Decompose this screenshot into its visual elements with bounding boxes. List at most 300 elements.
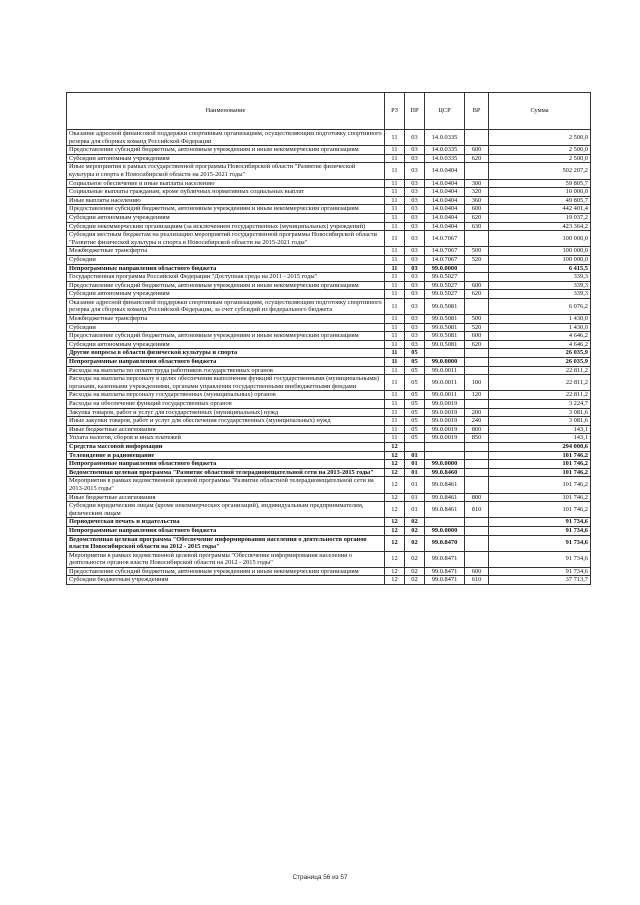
table-row xyxy=(67,535,591,551)
cell-csr: 99.0.5081 xyxy=(425,323,465,332)
table-row xyxy=(67,196,591,205)
cell-rz: 11 xyxy=(385,340,405,349)
cell-name: Социальные выплаты гражданам, кроме публичных нормативных социальных выплат xyxy=(67,188,385,197)
cell-rz: 11 xyxy=(385,255,405,264)
cell-csr: 99.0.0019 xyxy=(425,408,465,417)
cell-name: Расходы на выплаты персоналу в целях обеспечения выполнения функций государственными (муниципальными) органами, казенными учреждениями, органами управления государственными внебюджетными фондами xyxy=(67,375,385,391)
cell-name: Иные мероприятия в рамках государственной программы Новосибирской области "Развитие физической культуры и спорта в Новосибирской области на 2015-2021 годы" xyxy=(67,163,385,179)
cell-sum: 37 713,7 xyxy=(489,576,591,585)
cell-sum: 101 746,2 xyxy=(489,493,591,502)
cell-csr xyxy=(425,451,465,460)
cell-sum: 3 081,6 xyxy=(489,417,591,426)
table-row xyxy=(67,315,591,324)
cell-vr xyxy=(465,460,489,469)
cell-pr: 01 xyxy=(405,460,425,469)
cell-rz: 11 xyxy=(385,273,405,282)
cell-pr: 03 xyxy=(405,281,425,290)
table-row xyxy=(67,502,591,518)
cell-csr: 99.0.5027 xyxy=(425,281,465,290)
cell-vr xyxy=(465,477,489,493)
cell-pr: 03 xyxy=(405,340,425,349)
cell-rz: 11 xyxy=(385,315,405,324)
cell-vr: 620 xyxy=(465,213,489,222)
table-body xyxy=(67,130,591,585)
cell-pr: 03 xyxy=(405,146,425,155)
cell-rz: 11 xyxy=(385,130,405,146)
cell-rz: 11 xyxy=(385,323,405,332)
cell-pr: 05 xyxy=(405,425,425,434)
cell-name: Уплата налогов, сборов и иных платежей xyxy=(67,434,385,443)
cell-sum: 6 076,2 xyxy=(489,298,591,314)
cell-sum: 100 000,0 xyxy=(489,255,591,264)
cell-csr xyxy=(425,349,465,358)
table-header xyxy=(67,93,591,130)
cell-sum: 4 646,2 xyxy=(489,340,591,349)
cell-name: Субсидии юридическим лицам (кроме некоммерческих организаций), индивидуальным предпринимателям, физическим лицам xyxy=(67,502,385,518)
cell-vr: 620 xyxy=(465,154,489,163)
cell-sum: 91 734,6 xyxy=(489,551,591,567)
cell-csr: 99.0.0011 xyxy=(425,375,465,391)
cell-rz: 12 xyxy=(385,567,405,576)
cell-name: Оказание адресной финансовой поддержки спортивным организациям, осуществляющим подготовку спортивного резерва для сборных команд Российской Федерации, за счет субсидий из федерального бюджета xyxy=(67,298,385,314)
cell-pr: 05 xyxy=(405,391,425,400)
cell-pr: 03 xyxy=(405,222,425,231)
cell-vr xyxy=(465,130,489,146)
cell-pr: 03 xyxy=(405,323,425,332)
cell-name: Расходы на обеспечение функций государственных органов xyxy=(67,400,385,409)
cell-rz: 11 xyxy=(385,281,405,290)
cell-csr: 14.0.0335 xyxy=(425,146,465,155)
table-row xyxy=(67,434,591,443)
table-row xyxy=(67,290,591,299)
cell-sum: 143,1 xyxy=(489,434,591,443)
cell-name: Непрограммные направления областного бюджета xyxy=(67,460,385,469)
table-row xyxy=(67,213,591,222)
cell-sum: 1 430,0 xyxy=(489,323,591,332)
cell-sum: 26 035,9 xyxy=(489,349,591,358)
table-row xyxy=(67,408,591,417)
cell-name: Субсидии xyxy=(67,323,385,332)
cell-name: Непрограммные направления областного бюджета xyxy=(67,358,385,367)
cell-pr: 02 xyxy=(405,526,425,535)
cell-name: Другие вопросы в области физической культуры и спорта xyxy=(67,349,385,358)
cell-vr: 850 xyxy=(465,434,489,443)
table-row xyxy=(67,146,591,155)
cell-csr: 14.0.7067 xyxy=(425,231,465,247)
cell-vr: 810 xyxy=(465,502,489,518)
cell-sum: 339,3 xyxy=(489,273,591,282)
cell-name: Субсидии некоммерческим организациям (за исключением государственных (муниципальных) учреждений) xyxy=(67,222,385,231)
cell-csr: 99.0.5081 xyxy=(425,340,465,349)
cell-name: Субсидии xyxy=(67,255,385,264)
cell-name: Субсидии автономным учреждениям xyxy=(67,340,385,349)
cell-sum: 22 811,2 xyxy=(489,391,591,400)
cell-name: Иные выплаты населению xyxy=(67,196,385,205)
cell-rz: 11 xyxy=(385,349,405,358)
cell-csr: 99.0.8461 xyxy=(425,477,465,493)
cell-vr: 320 xyxy=(465,188,489,197)
cell-name: Непрограммные направления областного бюджета xyxy=(67,264,385,273)
cell-name: Предоставление субсидий бюджетным, автономным учреждениям и иным некоммерческим организациям xyxy=(67,205,385,214)
cell-name: Мероприятия в рамках ведомственной целевой программы "Обеспечение информирования населения о деятельности органов власти Новосибирской области на 2012 - 2015 годы" xyxy=(67,551,385,567)
cell-pr xyxy=(405,442,425,451)
budget-table xyxy=(66,92,591,585)
cell-pr: 02 xyxy=(405,535,425,551)
cell-csr: 99.0.8470 xyxy=(425,535,465,551)
table-row xyxy=(67,205,591,214)
cell-vr: 100 xyxy=(465,375,489,391)
cell-rz: 11 xyxy=(385,213,405,222)
cell-pr: 03 xyxy=(405,188,425,197)
cell-sum: 22 811,2 xyxy=(489,366,591,375)
cell-pr: 01 xyxy=(405,468,425,477)
cell-rz: 12 xyxy=(385,451,405,460)
cell-name: Закупка товаров, работ и услуг для государственных (муниципальных) нужд xyxy=(67,408,385,417)
cell-sum: 294 000,6 xyxy=(489,442,591,451)
cell-csr: 99.0.5081 xyxy=(425,315,465,324)
cell-name: Субсидии автономным учреждениям xyxy=(67,213,385,222)
cell-rz: 11 xyxy=(385,408,405,417)
page-number: Страница 56 из 57 xyxy=(292,874,348,881)
cell-vr: 800 xyxy=(465,493,489,502)
cell-csr: 14.0.0335 xyxy=(425,154,465,163)
cell-rz: 11 xyxy=(385,400,405,409)
cell-rz: 11 xyxy=(385,196,405,205)
cell-pr: 05 xyxy=(405,358,425,367)
cell-vr: 800 xyxy=(465,425,489,434)
cell-vr xyxy=(465,298,489,314)
cell-vr xyxy=(465,273,489,282)
cell-name: Субсидии автономным учреждениям xyxy=(67,154,385,163)
cell-rz: 11 xyxy=(385,434,405,443)
cell-sum: 91 734,6 xyxy=(489,518,591,527)
cell-pr: 03 xyxy=(405,130,425,146)
table-row xyxy=(67,451,591,460)
cell-sum: 91 734,6 xyxy=(489,526,591,535)
cell-vr: 300 xyxy=(465,179,489,188)
cell-csr: 14.0.7067 xyxy=(425,247,465,256)
cell-name: Телевидение и радиовещание xyxy=(67,451,385,460)
cell-pr: 03 xyxy=(405,213,425,222)
cell-pr: 03 xyxy=(405,264,425,273)
table-row xyxy=(67,477,591,493)
table-row xyxy=(67,358,591,367)
cell-csr: 99.0.0000 xyxy=(425,264,465,273)
cell-rz: 12 xyxy=(385,535,405,551)
table-row xyxy=(67,130,591,146)
cell-rz: 12 xyxy=(385,502,405,518)
cell-sum: 1 430,0 xyxy=(489,315,591,324)
header-csr: ЦСР xyxy=(425,93,465,130)
cell-rz: 11 xyxy=(385,188,405,197)
cell-csr: 99.0.0019 xyxy=(425,417,465,426)
cell-csr: 99.0.0019 xyxy=(425,400,465,409)
cell-name: Периодическая печать и издательства xyxy=(67,518,385,527)
table-row xyxy=(67,400,591,409)
cell-vr xyxy=(465,231,489,247)
cell-name: Государственная программа Российской Федерации "Доступная среда на 2011 - 2015 годы" xyxy=(67,273,385,282)
cell-vr: 600 xyxy=(465,205,489,214)
cell-vr xyxy=(465,163,489,179)
cell-name: Ведомственная целевая программа "Обеспечение информирования населения о деятельности органов власти Новосибирской области на 2012 - 2015 годы" xyxy=(67,535,385,551)
cell-vr: 600 xyxy=(465,567,489,576)
cell-vr xyxy=(465,526,489,535)
cell-name: Мероприятия в рамках ведомственной целевой программы "Развитие областной телерадиовещательной сети на 2013-2015 годы" xyxy=(67,477,385,493)
cell-sum: 100 000,0 xyxy=(489,247,591,256)
cell-vr: 520 xyxy=(465,323,489,332)
cell-sum: 101 746,2 xyxy=(489,451,591,460)
cell-rz: 12 xyxy=(385,477,405,493)
cell-name: Предоставление субсидий бюджетным, автономным учреждениям и иным некоммерческим организациям xyxy=(67,567,385,576)
cell-csr: 99.0.8461 xyxy=(425,493,465,502)
cell-vr: 500 xyxy=(465,247,489,256)
table-row xyxy=(67,442,591,451)
table-row xyxy=(67,493,591,502)
cell-pr: 03 xyxy=(405,154,425,163)
cell-rz: 12 xyxy=(385,468,405,477)
table-row xyxy=(67,576,591,585)
cell-pr: 05 xyxy=(405,375,425,391)
cell-csr: 99.0.8460 xyxy=(425,468,465,477)
cell-csr: 99.0.0019 xyxy=(425,434,465,443)
cell-sum: 91 734,6 xyxy=(489,535,591,551)
cell-sum: 423 364,2 xyxy=(489,222,591,231)
cell-csr: 99.0.8471 xyxy=(425,551,465,567)
cell-pr: 03 xyxy=(405,273,425,282)
cell-csr: 14.0.0404 xyxy=(425,163,465,179)
table-row xyxy=(67,163,591,179)
table-row xyxy=(67,255,591,264)
cell-csr: 14.0.0404 xyxy=(425,222,465,231)
cell-pr: 02 xyxy=(405,576,425,585)
cell-pr: 05 xyxy=(405,408,425,417)
cell-name: Иные бюджетные ассигнования xyxy=(67,425,385,434)
cell-vr xyxy=(465,400,489,409)
cell-csr: 99.0.5027 xyxy=(425,290,465,299)
cell-vr: 600 xyxy=(465,332,489,341)
cell-sum: 339,3 xyxy=(489,281,591,290)
table-row xyxy=(67,349,591,358)
cell-pr: 03 xyxy=(405,315,425,324)
table-row xyxy=(67,425,591,434)
cell-pr: 03 xyxy=(405,179,425,188)
cell-csr: 14.0.0404 xyxy=(425,196,465,205)
cell-vr xyxy=(465,442,489,451)
cell-rz: 11 xyxy=(385,358,405,367)
cell-rz: 11 xyxy=(385,247,405,256)
cell-vr xyxy=(465,349,489,358)
cell-sum: 143,1 xyxy=(489,425,591,434)
cell-vr: 500 xyxy=(465,315,489,324)
cell-vr xyxy=(465,468,489,477)
cell-vr: 520 xyxy=(465,255,489,264)
cell-rz: 11 xyxy=(385,264,405,273)
table-row xyxy=(67,154,591,163)
cell-vr: 240 xyxy=(465,417,489,426)
cell-csr: 14.0.0404 xyxy=(425,213,465,222)
cell-name: Оказание адресной финансовой поддержки спортивным организациям, осуществляющим подготовку спортивного резерва для сборных команд Российской Федерации xyxy=(67,130,385,146)
table-row xyxy=(67,460,591,469)
table-row xyxy=(67,298,591,314)
cell-rz: 11 xyxy=(385,205,405,214)
cell-rz: 11 xyxy=(385,290,405,299)
cell-name: Субсидии автономным учреждениям xyxy=(67,290,385,299)
cell-pr: 03 xyxy=(405,196,425,205)
cell-pr: 05 xyxy=(405,349,425,358)
cell-sum: 10 000,0 xyxy=(489,188,591,197)
cell-sum: 100 000,0 xyxy=(489,231,591,247)
cell-pr: 05 xyxy=(405,400,425,409)
cell-sum: 3 224,7 xyxy=(489,400,591,409)
table-row xyxy=(67,273,591,282)
cell-name: Социальное обеспечение и иные выплаты населению xyxy=(67,179,385,188)
cell-csr: 14.0.0404 xyxy=(425,205,465,214)
table-row xyxy=(67,391,591,400)
cell-pr: 02 xyxy=(405,518,425,527)
cell-name: Иные бюджетные ассигнования xyxy=(67,493,385,502)
cell-rz: 12 xyxy=(385,460,405,469)
cell-csr: 99.0.5081 xyxy=(425,298,465,314)
table-row xyxy=(67,375,591,391)
cell-sum: 3 081,6 xyxy=(489,408,591,417)
cell-sum: 91 734,6 xyxy=(489,567,591,576)
cell-name: Предоставление субсидий бюджетным, автономным учреждениям и иным некоммерческим организациям xyxy=(67,281,385,290)
cell-sum: 4 646,2 xyxy=(489,332,591,341)
cell-pr: 01 xyxy=(405,502,425,518)
cell-name: Расходы на выплаты персоналу государственных (муниципальных) органов xyxy=(67,391,385,400)
cell-sum: 2 500,0 xyxy=(489,154,591,163)
cell-rz: 11 xyxy=(385,375,405,391)
cell-rz: 11 xyxy=(385,179,405,188)
cell-sum: 2 500,0 xyxy=(489,130,591,146)
header-pr: ПР xyxy=(405,93,425,130)
cell-vr: 600 xyxy=(465,281,489,290)
cell-csr: 99.0.0011 xyxy=(425,391,465,400)
cell-sum: 101 746,2 xyxy=(489,477,591,493)
header-name: Наименование xyxy=(67,93,385,130)
table-row xyxy=(67,188,591,197)
cell-rz: 12 xyxy=(385,493,405,502)
table-row xyxy=(67,468,591,477)
table-row xyxy=(67,247,591,256)
cell-rz: 11 xyxy=(385,391,405,400)
cell-pr: 05 xyxy=(405,417,425,426)
cell-sum: 49 805,7 xyxy=(489,196,591,205)
cell-pr: 02 xyxy=(405,567,425,576)
table-row xyxy=(67,179,591,188)
cell-csr: 99.0.8461 xyxy=(425,502,465,518)
table-row xyxy=(67,567,591,576)
cell-vr xyxy=(465,264,489,273)
cell-rz: 11 xyxy=(385,425,405,434)
cell-csr: 14.0.0404 xyxy=(425,188,465,197)
cell-vr: 620 xyxy=(465,340,489,349)
cell-sum: 19 037,2 xyxy=(489,213,591,222)
cell-rz: 12 xyxy=(385,526,405,535)
cell-sum: 2 500,0 xyxy=(489,146,591,155)
cell-vr xyxy=(465,518,489,527)
table-row xyxy=(67,332,591,341)
cell-rz: 12 xyxy=(385,551,405,567)
cell-name: Ведомственная целевая программа "Развитие областной телерадиовещательной сети на 2013-2015 годы" xyxy=(67,468,385,477)
cell-sum: 339,3 xyxy=(489,290,591,299)
cell-vr: 200 xyxy=(465,408,489,417)
cell-sum: 59 805,7 xyxy=(489,179,591,188)
cell-csr xyxy=(425,518,465,527)
cell-pr: 02 xyxy=(405,551,425,567)
cell-vr: 620 xyxy=(465,290,489,299)
cell-rz: 11 xyxy=(385,231,405,247)
table-row xyxy=(67,526,591,535)
table-row xyxy=(67,366,591,375)
cell-vr: 120 xyxy=(465,391,489,400)
cell-pr: 01 xyxy=(405,493,425,502)
cell-csr: 99.0.8471 xyxy=(425,576,465,585)
cell-vr xyxy=(465,358,489,367)
cell-pr: 01 xyxy=(405,477,425,493)
cell-rz: 11 xyxy=(385,154,405,163)
cell-csr: 99.0.0000 xyxy=(425,460,465,469)
cell-rz: 11 xyxy=(385,222,405,231)
cell-name: Субсидии бюджетным учреждениям xyxy=(67,576,385,585)
cell-sum: 26 035,9 xyxy=(489,358,591,367)
cell-pr: 03 xyxy=(405,231,425,247)
cell-vr: 610 xyxy=(465,576,489,585)
cell-rz: 11 xyxy=(385,298,405,314)
cell-vr: 360 xyxy=(465,196,489,205)
cell-rz: 11 xyxy=(385,146,405,155)
cell-rz: 12 xyxy=(385,518,405,527)
cell-sum: 502 207,2 xyxy=(489,163,591,179)
cell-sum: 442 401,4 xyxy=(489,205,591,214)
table-row xyxy=(67,551,591,567)
header-rz: РЗ xyxy=(385,93,405,130)
cell-sum: 101 746,2 xyxy=(489,502,591,518)
table-row xyxy=(67,518,591,527)
cell-name: Субсидия местным бюджетам на реализацию мероприятий государственной программы Новосибирской области "Развитие физической культуры и спорта в Новосибирской области на 2015-2021 годы" xyxy=(67,231,385,247)
cell-vr xyxy=(465,451,489,460)
cell-pr: 03 xyxy=(405,255,425,264)
cell-name: Предоставление субсидий бюджетным, автономным учреждениям и иным некоммерческим организациям xyxy=(67,332,385,341)
cell-pr: 03 xyxy=(405,163,425,179)
cell-sum: 101 746,2 xyxy=(489,460,591,469)
cell-pr: 01 xyxy=(405,451,425,460)
table-row xyxy=(67,417,591,426)
cell-pr: 05 xyxy=(405,366,425,375)
cell-csr: 14.0.0404 xyxy=(425,179,465,188)
cell-rz: 11 xyxy=(385,366,405,375)
cell-vr: 600 xyxy=(465,146,489,155)
cell-vr xyxy=(465,366,489,375)
cell-pr: 03 xyxy=(405,290,425,299)
cell-csr: 99.0.8471 xyxy=(425,567,465,576)
cell-rz: 12 xyxy=(385,576,405,585)
cell-csr: 99.0.0019 xyxy=(425,425,465,434)
cell-vr xyxy=(465,535,489,551)
cell-csr: 14.0.0335 xyxy=(425,130,465,146)
cell-rz: 11 xyxy=(385,332,405,341)
cell-csr: 99.0.0000 xyxy=(425,526,465,535)
cell-pr: 05 xyxy=(405,434,425,443)
cell-csr xyxy=(425,442,465,451)
cell-name: Расходы на выплаты по оплате труда работников государственных органов xyxy=(67,366,385,375)
cell-name: Иные закупки товаров, работ и услуг для обеспечения государственных (муниципальных) нужд xyxy=(67,417,385,426)
cell-name: Межбюджетные трансферты xyxy=(67,247,385,256)
cell-pr: 03 xyxy=(405,247,425,256)
table-row xyxy=(67,264,591,273)
cell-vr xyxy=(465,551,489,567)
header-sum: Сумма xyxy=(489,93,591,130)
